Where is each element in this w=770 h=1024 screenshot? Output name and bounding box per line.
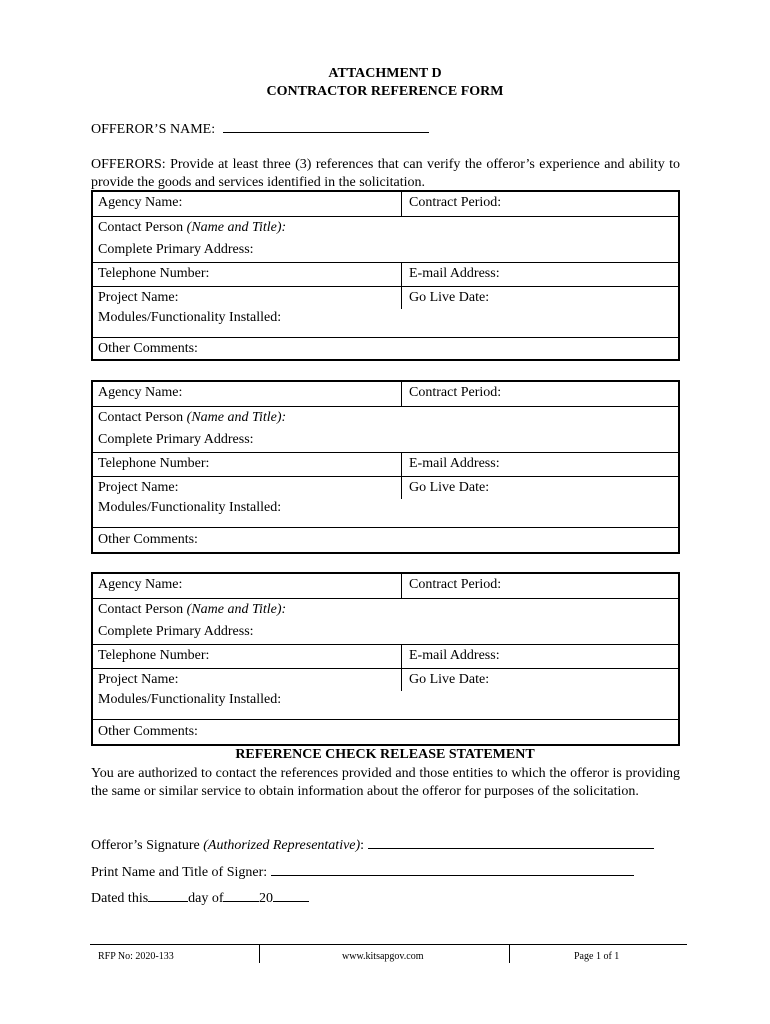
signature-field[interactable] xyxy=(368,836,654,849)
print-name-row xyxy=(91,863,691,882)
address-row xyxy=(93,239,678,263)
other-comments-label: Other Comments: xyxy=(98,724,198,739)
other-comments-field[interactable] xyxy=(93,720,678,744)
page-footer xyxy=(90,944,687,965)
attachment-title: ATTACHMENT D xyxy=(328,66,442,81)
go-live-field[interactable]: Go Live Date: xyxy=(401,669,678,691)
reference-table-2 xyxy=(91,380,680,554)
email-field[interactable]: E-mail Address: xyxy=(401,453,678,476)
email-field[interactable]: E-mail Address: xyxy=(401,263,678,286)
modules-label: Modules/Functionality Installed: xyxy=(98,310,282,325)
contract-period-field[interactable]: Contract Period: xyxy=(401,382,678,406)
modules-row xyxy=(93,309,678,338)
email-field[interactable]: E-mail Address: xyxy=(401,645,678,668)
modules-label: Modules/Functionality Installed: xyxy=(98,692,282,707)
contact-person-row xyxy=(93,407,678,429)
release-title: REFERENCE CHECK RELEASE STATEMENT xyxy=(235,747,535,762)
agency-name-field[interactable]: Agency Name: xyxy=(98,385,183,400)
modules-row xyxy=(93,691,678,720)
project-row xyxy=(93,477,678,499)
dated-row xyxy=(91,889,691,908)
day-of-label: day of xyxy=(188,891,224,906)
telephone-field[interactable]: Telephone Number: xyxy=(98,456,210,471)
modules-row xyxy=(93,499,678,528)
contract-period-field[interactable]: Contract Period: xyxy=(401,192,678,216)
telephone-row xyxy=(93,263,678,287)
go-live-field[interactable]: Go Live Date: xyxy=(401,287,678,309)
footer-divider xyxy=(509,945,510,963)
signature-label-hint: (Authorized Representative) xyxy=(203,838,361,853)
other-comments-field[interactable] xyxy=(93,528,678,552)
signature-row xyxy=(91,836,691,855)
signature-label: Offeror’s Signature xyxy=(91,838,204,853)
telephone-field[interactable]: Telephone Number: xyxy=(98,648,210,663)
page-number: Page 1 of 1 xyxy=(574,951,620,962)
day-field[interactable] xyxy=(148,889,188,902)
release-body: You are authorized to contact the references provided and those entities to which the offeror is providing the same or similar service to obtain information about the offeror for purposes of the solicitation. xyxy=(91,766,680,799)
other-comments-label: Other Comments: xyxy=(98,341,198,356)
address-row xyxy=(93,621,678,645)
contact-person-hint: (Name and Title): xyxy=(186,410,287,425)
telephone-row xyxy=(93,645,678,669)
offeror-name-row xyxy=(91,120,429,139)
agency-name-field[interactable]: Agency Name: xyxy=(98,195,183,210)
contact-person-hint: (Name and Title): xyxy=(186,220,287,235)
year-prefix: 20 xyxy=(259,891,274,906)
agency-row xyxy=(93,574,678,599)
contact-person-label: Contact Person xyxy=(98,602,187,617)
other-comments-label: Other Comments: xyxy=(98,532,198,547)
telephone-field[interactable]: Telephone Number: xyxy=(98,266,210,281)
contact-person-row xyxy=(93,599,678,621)
primary-address-field[interactable]: Complete Primary Address: xyxy=(98,242,254,257)
project-name-field[interactable]: Project Name: xyxy=(98,672,179,687)
project-name-field[interactable]: Project Name: xyxy=(98,480,179,495)
form-title: CONTRACTOR REFERENCE FORM xyxy=(266,84,504,99)
year-field[interactable] xyxy=(273,889,309,902)
project-row xyxy=(93,669,678,691)
modules-field[interactable] xyxy=(93,691,678,719)
primary-address-field[interactable]: Complete Primary Address: xyxy=(98,432,254,447)
contact-person-label: Contact Person xyxy=(98,220,187,235)
comments-row xyxy=(93,720,678,744)
comments-row xyxy=(93,338,678,359)
modules-label: Modules/Functionality Installed: xyxy=(98,500,282,515)
reference-table-1 xyxy=(91,190,680,361)
footer-divider xyxy=(259,945,260,963)
project-row xyxy=(93,287,678,309)
comments-row xyxy=(93,528,678,552)
contact-person-field[interactable] xyxy=(93,217,678,239)
project-name-field[interactable]: Project Name: xyxy=(98,290,179,305)
modules-field[interactable] xyxy=(93,309,678,337)
agency-name-field[interactable]: Agency Name: xyxy=(98,577,183,592)
agency-row xyxy=(93,192,678,217)
dated-this-label: Dated this xyxy=(91,891,149,906)
offeror-name-field[interactable] xyxy=(223,120,429,133)
signature-label-colon: : xyxy=(360,838,365,853)
primary-address-field[interactable]: Complete Primary Address: xyxy=(98,624,254,639)
other-comments-field[interactable] xyxy=(93,338,678,359)
contact-person-label: Contact Person xyxy=(98,410,187,425)
print-name-field[interactable] xyxy=(271,863,634,876)
contact-person-field[interactable] xyxy=(93,599,678,621)
website-link[interactable]: www.kitsapgov.com xyxy=(342,951,424,962)
print-name-label: Print Name and Title of Signer: xyxy=(91,865,268,880)
address-row xyxy=(93,429,678,453)
modules-field[interactable] xyxy=(93,499,678,527)
contact-person-field[interactable] xyxy=(93,407,678,429)
reference-table-3 xyxy=(91,572,680,746)
agency-row xyxy=(93,382,678,407)
rfp-number: RFP No: 2020-133 xyxy=(98,951,174,962)
telephone-row xyxy=(93,453,678,477)
intro-paragraph: OFFERORS: Provide at least three (3) references that can verify the offeror’s experience and ability to provide the goods and services identified in the solicitation. xyxy=(91,157,680,190)
contact-person-hint: (Name and Title): xyxy=(186,602,287,617)
offeror-name-label: OFFEROR’S NAME: xyxy=(91,122,216,137)
contact-person-row xyxy=(93,217,678,239)
contract-period-field[interactable]: Contract Period: xyxy=(401,574,678,598)
go-live-field[interactable]: Go Live Date: xyxy=(401,477,678,499)
month-field[interactable] xyxy=(223,889,259,902)
